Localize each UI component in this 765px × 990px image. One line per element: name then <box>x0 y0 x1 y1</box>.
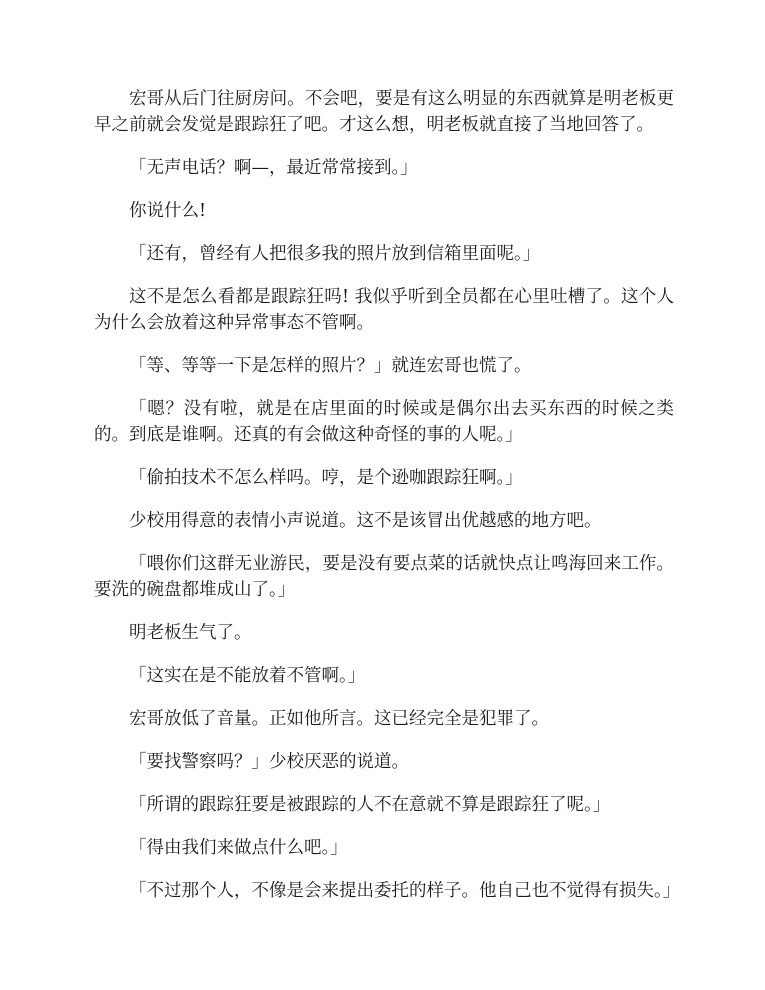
paragraph: 「这实在是不能放着不管啊。」 <box>129 666 366 686</box>
paragraph: 「等、等等一下是怎样的照片？」就连宏哥也慌了。 <box>129 356 532 376</box>
paragraph: 「不过那个人，不像是会来提出委托的样子。他自己也不觉得有损失。」 <box>129 881 681 901</box>
paragraph: 少校用得意的表情小声说道。这不是该冒出优越感的地方吧。 <box>129 511 602 531</box>
paragraph: 这不是怎么看都是跟踪狂吗! 我似乎听到全员都在心里吐槽了。这个人为什么会放着这种异常事态不管啊。 <box>94 287 674 333</box>
paragraph: 「还有，曾经有人把很多我的照片放到信箱里面呢。」 <box>129 244 541 264</box>
paragraph: 「无声电话？啊—，最近常常接到。」 <box>129 158 418 178</box>
paragraph: 宏哥放低了音量。正如他所言。这已经完全是犯罪了。 <box>129 709 549 729</box>
paragraph: 你说什么! <box>129 201 207 221</box>
paragraph: 「得由我们来做点什么吧。」 <box>129 838 348 858</box>
paragraph: 「嗯？没有啦，就是在店里面的时候或是偶尔出去买东西的时候之类的。到底是谁啊。还真的有会做这种奇怪的事的人呢。」 <box>94 399 674 445</box>
paragraph: 明老板生气了。 <box>129 623 252 643</box>
paragraph: 「偷拍技术不怎么样吗。哼，是个逊咖跟踪狂啊。」 <box>129 468 523 488</box>
paragraph: 宏哥从后门往厨房问。不会吧，要是有这么明显的东西就算是明老板更早之前就会发觉是跟踪狂了吧。才这么想，明老板就直接了当地回答了。 <box>94 89 674 135</box>
paragraph: 「要找警察吗？」少校厌恶的说道。 <box>129 752 409 772</box>
paragraph: 「喂你们这群无业游民，要是没有要点菜的话就快点让鸣海回来工作。要洗的碗盘都堆成山了。」 <box>94 554 674 600</box>
document-page <box>94 86 681 921</box>
paragraph: 「所谓的跟踪狂要是被跟踪的人不在意就不算是跟踪狂了呢。」 <box>129 795 611 815</box>
